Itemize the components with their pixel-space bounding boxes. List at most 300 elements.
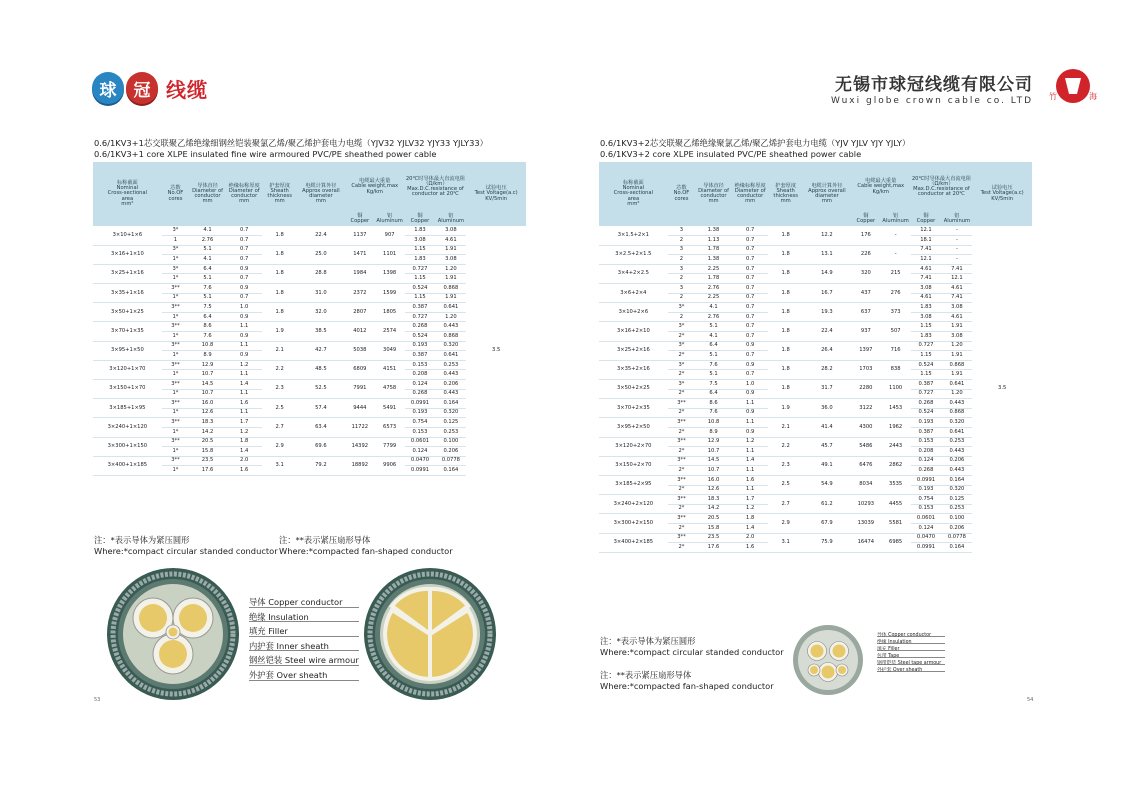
weight-copper: 6476 [851, 456, 881, 475]
resist-aluminum: 0.443 [435, 389, 466, 399]
table-row [93, 418, 526, 428]
legend-steel-tape-armour: 钢带铠装 Steel tape armour [877, 658, 945, 665]
insulation-thickness: 1.2 [732, 437, 769, 447]
conductor-diameter: 10.7 [695, 447, 732, 457]
insulation-thickness: 1.4 [226, 380, 263, 390]
sheath-thickness: 1.8 [262, 303, 296, 322]
resist-aluminum: 0.320 [435, 408, 466, 418]
left-legend [249, 593, 359, 681]
overall-diameter: 12.2 [803, 226, 851, 245]
conductor-diameter: 20.5 [695, 514, 732, 524]
resist-copper: 0.124 [911, 456, 942, 466]
conductor-diameter: 12.9 [695, 437, 732, 447]
legend-over-sheath: 外护套 Over sheath [877, 665, 945, 672]
resist-aluminum: 0.868 [941, 408, 972, 418]
conductor-diameter: 8.9 [695, 427, 732, 437]
header-test-voltage: 试验电压 Test Voltage(a.c) KV/5min [466, 162, 526, 226]
resist-copper: 0.208 [405, 370, 436, 380]
resist-copper: 0.727 [405, 264, 436, 274]
header-nominal-area: 标称截面 Nominal Cross-sectional area mm² [599, 162, 668, 226]
conductor-diameter: 15.8 [189, 447, 226, 457]
resist-aluminum: 1.91 [941, 322, 972, 332]
cores: 3** [162, 341, 189, 351]
insulation-thickness: 1.1 [226, 322, 263, 332]
conductor-diameter: 4.1 [695, 303, 732, 313]
resist-aluminum: 0.868 [435, 332, 466, 342]
sheath-thickness: 1.8 [768, 264, 802, 283]
insulation-thickness: 0.9 [732, 427, 769, 437]
resist-aluminum: 1.20 [941, 341, 972, 351]
insulation-thickness: 0.9 [732, 389, 769, 399]
insulation-thickness: 0.7 [732, 370, 769, 380]
nominal-area: 3×16+2×10 [599, 322, 668, 341]
resist-aluminum: 0.100 [435, 437, 466, 447]
weight-copper: 6809 [345, 360, 375, 379]
header-weight-aluminum: 铝 Aluminum [376, 212, 403, 224]
cores: 3** [162, 418, 189, 428]
conductor-diameter: 23.5 [189, 456, 226, 466]
resist-aluminum: 0.641 [435, 303, 466, 313]
cores: 2* [668, 370, 695, 380]
conductor-diameter: 16.0 [695, 475, 732, 485]
nominal-area: 3×95+1×50 [93, 341, 162, 360]
weight-copper: 5486 [851, 437, 881, 456]
cores: 3** [668, 418, 695, 428]
overall-diameter: 13.1 [803, 245, 851, 264]
weight-aluminum: 4455 [881, 495, 911, 514]
legend-armour: 钢丝铠装 Steel wire armour [249, 651, 359, 666]
resist-copper: 0.727 [911, 389, 942, 399]
resist-aluminum: 7.41 [941, 293, 972, 303]
conductor-diameter: 5.1 [695, 351, 732, 361]
insulation-thickness: 1.4 [732, 456, 769, 466]
insulation-thickness: 0.7 [732, 351, 769, 361]
conductor-diameter: 5.1 [695, 370, 732, 380]
cores: 1* [162, 408, 189, 418]
company-name [831, 70, 1033, 106]
cores: 2* [668, 466, 695, 476]
resist-aluminum: 0.868 [941, 360, 972, 370]
resist-copper: 1.15 [911, 351, 942, 361]
weight-copper: 3122 [851, 399, 881, 418]
resist-aluminum: 0.164 [435, 466, 466, 476]
resist-aluminum: 0.206 [941, 523, 972, 533]
insulation-thickness: 2.0 [732, 533, 769, 543]
insulation-thickness: 1.6 [226, 466, 263, 476]
insulation-thickness: 0.7 [226, 226, 263, 236]
cores: 3* [668, 380, 695, 390]
cores: 3* [668, 303, 695, 313]
conductor-diameter: 1.78 [695, 274, 732, 284]
weight-aluminum: 5491 [375, 399, 405, 418]
table-row [93, 322, 526, 332]
weight-aluminum: 6573 [375, 418, 405, 437]
resist-copper: 1.83 [405, 255, 436, 265]
weight-copper: 1137 [345, 226, 375, 245]
table-row [599, 475, 1032, 485]
weight-copper: 1397 [851, 341, 881, 360]
weight-aluminum: 1398 [375, 264, 405, 283]
sheath-thickness: 1.8 [768, 226, 802, 245]
nominal-area: 3×10+2×6 [599, 303, 668, 322]
resist-copper: 4.61 [911, 293, 942, 303]
cable-cross-section-3-2 [792, 624, 864, 696]
insulation-thickness: 0.9 [226, 351, 263, 361]
overall-diameter: 48.5 [297, 360, 345, 379]
header-conductor-diameter: 导体直径 Diameter of conductor mm [189, 162, 226, 226]
conductor-diameter: 1.13 [695, 236, 732, 246]
weight-copper: 9444 [345, 399, 375, 418]
resist-copper: 0.0991 [911, 543, 942, 553]
overall-diameter: 69.6 [297, 437, 345, 456]
resist-aluminum: 1.91 [435, 274, 466, 284]
nominal-area: 3×95+2×50 [599, 418, 668, 437]
conductor-diameter: 14.2 [189, 427, 226, 437]
weight-aluminum: 2862 [881, 456, 911, 475]
right-note1-zh: 注：*表示导体为紧压圆形 [600, 636, 696, 646]
conductor-diameter: 5.1 [189, 274, 226, 284]
nominal-area: 3×1.5+2×1 [599, 226, 668, 245]
left-title-zh: 0.6/1KV3+1芯交联聚乙烯绝缘细钢丝铠装聚氯乙烯/聚乙烯护套电力电缆（YJV32 YJLV32 YJY33 YJLY33） [94, 138, 488, 148]
sheath-thickness: 2.3 [768, 456, 802, 475]
insulation-thickness: 1.1 [226, 389, 263, 399]
resist-aluminum: 0.164 [435, 399, 466, 409]
left-page-number: 53 [94, 697, 101, 703]
resist-copper: 0.0991 [405, 399, 436, 409]
conductor-diameter: 23.5 [695, 533, 732, 543]
conductor-diameter: 12.6 [695, 485, 732, 495]
weight-copper: 10293 [851, 495, 881, 514]
cores: 3 [668, 245, 695, 255]
insulation-thickness: 0.9 [732, 360, 769, 370]
resist-copper: 0.0470 [405, 456, 436, 466]
resist-aluminum: 0.253 [941, 437, 972, 447]
overall-diameter: 22.4 [803, 322, 851, 341]
nominal-area: 3×400+1×185 [93, 456, 162, 475]
table-row [599, 380, 1032, 390]
insulation-thickness: 0.7 [226, 236, 263, 246]
conductor-diameter: 10.8 [695, 418, 732, 428]
cores: 1* [162, 332, 189, 342]
weight-copper: 18892 [345, 456, 375, 475]
resist-copper: 7.41 [911, 274, 942, 284]
sheath-thickness: 2.5 [768, 475, 802, 494]
resist-aluminum: 3.08 [941, 303, 972, 313]
nominal-area: 3×120+2×70 [599, 437, 668, 456]
header-sheath-thickness: 护套厚度 Sheath thickness mm [262, 162, 296, 226]
header-overall-diameter: 电缆计算外径 Approx overall diameter mm [297, 162, 345, 226]
sheath-thickness: 1.8 [768, 245, 802, 264]
insulation-thickness: 0.7 [732, 255, 769, 265]
insulation-thickness: 1.1 [732, 485, 769, 495]
weight-aluminum: 9906 [375, 456, 405, 475]
insulation-thickness: 0.7 [226, 274, 263, 284]
resist-copper: 1.15 [911, 322, 942, 332]
conductor-diameter: 6.4 [695, 341, 732, 351]
resist-copper: 1.15 [405, 245, 436, 255]
conductor-diameter: 10.7 [695, 466, 732, 476]
nominal-area: 3×150+2×70 [599, 456, 668, 475]
header-insulation-thickness: 绝缘标称厚度 Diameter of conductor mm [732, 162, 769, 226]
table-row [93, 456, 526, 466]
resist-copper: 0.193 [911, 485, 942, 495]
weight-aluminum: 5581 [881, 514, 911, 533]
nominal-area: 3×2.5+2×1.5 [599, 245, 668, 264]
brand-logo [92, 72, 208, 104]
overall-diameter: 57.4 [297, 399, 345, 418]
conductor-diameter: 8.6 [695, 399, 732, 409]
resist-copper: 0.727 [911, 341, 942, 351]
resist-aluminum: 1.20 [435, 312, 466, 322]
legend-conductor: 导体 Copper conductor [249, 593, 359, 608]
resist-aluminum: 0.443 [435, 322, 466, 332]
sheath-thickness: 3.1 [262, 456, 296, 475]
insulation-thickness: 0.7 [732, 303, 769, 313]
resist-aluminum: 0.443 [435, 370, 466, 380]
conductor-diameter: 12.9 [189, 360, 226, 370]
header-weight-aluminum: 铝 Aluminum [882, 212, 909, 224]
weight-aluminum: 2574 [375, 322, 405, 341]
cores: 3** [162, 303, 189, 313]
sheath-thickness: 2.9 [768, 514, 802, 533]
resist-aluminum: 3.08 [941, 332, 972, 342]
conductor-diameter: 2.25 [695, 293, 732, 303]
header-cores: 芯数 No.OF cores [668, 162, 695, 226]
conductor-diameter: 7.6 [695, 408, 732, 418]
resist-aluminum: 0.0778 [435, 456, 466, 466]
conductor-diameter: 7.5 [695, 380, 732, 390]
nominal-area: 3×185+2×95 [599, 475, 668, 494]
conductor-diameter: 7.6 [695, 360, 732, 370]
cores: 3** [668, 495, 695, 505]
insulation-thickness: 0.7 [732, 293, 769, 303]
cores: 1* [162, 370, 189, 380]
insulation-thickness: 0.7 [732, 245, 769, 255]
table-row [599, 322, 1032, 332]
nominal-area: 3×70+2×35 [599, 399, 668, 418]
nominal-area: 3×25+2×16 [599, 341, 668, 360]
weight-copper: 1703 [851, 360, 881, 379]
overall-diameter: 31.0 [297, 284, 345, 303]
cores: 2* [668, 351, 695, 361]
cores: 1* [162, 389, 189, 399]
resist-copper: 0.268 [911, 466, 942, 476]
resist-copper: 1.83 [405, 226, 436, 236]
weight-copper: 5038 [345, 341, 375, 360]
resist-copper: 3.08 [911, 312, 942, 322]
resist-copper: 18.1 [911, 236, 942, 246]
conductor-diameter: 2.25 [695, 264, 732, 274]
insulation-thickness: 0.9 [226, 312, 263, 322]
insulation-thickness: 0.7 [732, 312, 769, 322]
cores: 2* [668, 485, 695, 495]
legend-inner-sheath: 内护套 Inner sheath [249, 637, 359, 652]
cores: 2 [668, 293, 695, 303]
cores: 3* [162, 226, 189, 236]
table-row [93, 303, 526, 313]
weight-copper: 4300 [851, 418, 881, 437]
nominal-area: 3×10+1×6 [93, 226, 162, 245]
conductor-diameter: 15.8 [695, 523, 732, 533]
table-row [599, 341, 1032, 351]
resist-copper: 0.193 [405, 408, 436, 418]
brand-char-2: 冠 [126, 72, 158, 104]
resist-aluminum: 1.91 [941, 351, 972, 361]
left-page [0, 0, 561, 794]
insulation-thickness: 1.8 [226, 437, 263, 447]
right-page-number: 54 [1027, 697, 1034, 703]
cores: 3* [668, 360, 695, 370]
conductor-diameter: 4.1 [189, 255, 226, 265]
cores: 2* [668, 389, 695, 399]
cores: 3** [668, 475, 695, 485]
header-test-voltage: 试验电压 Test Voltage(a.c) KV/5min [972, 162, 1032, 226]
conductor-diameter: 1.78 [695, 245, 732, 255]
conductor-diameter: 6.4 [695, 389, 732, 399]
overall-diameter: 22.4 [297, 226, 345, 245]
overall-diameter: 16.7 [803, 284, 851, 303]
conductor-diameter: 1.38 [695, 226, 732, 236]
weight-copper: 14392 [345, 437, 375, 456]
table-row [93, 245, 526, 255]
weight-aluminum: 7799 [375, 437, 405, 456]
insulation-thickness: 0.7 [226, 255, 263, 265]
sheath-thickness: 2.3 [262, 380, 296, 399]
legend-conductor: 导体 Copper conductor [877, 630, 945, 637]
right-page [562, 0, 1123, 794]
cores: 1* [162, 255, 189, 265]
legend-filler: 填充 Filler [249, 622, 359, 637]
sheath-thickness: 1.8 [768, 303, 802, 322]
weight-aluminum: 4151 [375, 360, 405, 379]
overall-diameter: 14.9 [803, 264, 851, 283]
cores: 1* [162, 274, 189, 284]
weight-aluminum: 373 [881, 303, 911, 322]
cores: 3 [668, 284, 695, 294]
sheath-thickness: 2.2 [262, 360, 296, 379]
weight-copper: 937 [851, 322, 881, 341]
resist-copper: 12.1 [911, 255, 942, 265]
insulation-thickness: 0.7 [732, 284, 769, 294]
resist-aluminum: - [941, 245, 972, 255]
cores: 1* [162, 447, 189, 457]
overall-diameter: 75.9 [803, 533, 851, 552]
cores: 3** [162, 399, 189, 409]
table-row [599, 437, 1032, 447]
resist-aluminum: 0.641 [941, 427, 972, 437]
overall-diameter: 41.4 [803, 418, 851, 437]
resist-copper: 0.0470 [911, 533, 942, 543]
cores: 3** [668, 456, 695, 466]
weight-aluminum: 907 [375, 226, 405, 245]
cores: 3** [668, 437, 695, 447]
conductor-diameter: 10.8 [189, 341, 226, 351]
resist-aluminum: - [941, 226, 972, 236]
weight-copper: 437 [851, 284, 881, 303]
resist-aluminum: 3.08 [435, 226, 466, 236]
table-row [93, 380, 526, 390]
table-row [599, 264, 1032, 274]
weight-copper: 1984 [345, 264, 375, 283]
header-weight-copper: 铜 Copper [851, 212, 881, 226]
company-name-zh: 无锡市球冠线缆有限公司 [835, 75, 1033, 95]
resist-copper: 0.524 [911, 360, 942, 370]
overall-diameter: 38.5 [297, 322, 345, 341]
insulation-thickness: 0.7 [732, 226, 769, 236]
insulation-thickness: 0.9 [732, 341, 769, 351]
sheath-thickness: 1.8 [262, 264, 296, 283]
sheath-thickness: 1.8 [262, 284, 296, 303]
cores: 3* [668, 341, 695, 351]
insulation-thickness: 1.1 [732, 466, 769, 476]
resist-aluminum: 0.125 [435, 418, 466, 428]
resist-aluminum: 0.868 [435, 284, 466, 294]
overall-diameter: 28.8 [297, 264, 345, 283]
cores: 3* [162, 245, 189, 255]
resist-aluminum: 0.253 [435, 360, 466, 370]
resist-copper: 0.193 [405, 341, 436, 351]
resist-copper: 0.727 [405, 312, 436, 322]
table-row [599, 514, 1032, 524]
overall-diameter: 63.4 [297, 418, 345, 437]
resist-aluminum: 0.253 [435, 427, 466, 437]
weight-aluminum: - [881, 245, 911, 264]
table-row [599, 418, 1032, 428]
resist-copper: 0.0601 [911, 514, 942, 524]
resist-aluminum: 0.164 [941, 543, 972, 553]
insulation-thickness: 1.7 [732, 495, 769, 505]
weight-aluminum: 1453 [881, 399, 911, 418]
cores: 2* [668, 523, 695, 533]
header-overall-diameter: 电缆计算外径 Approx overall diameter mm [803, 162, 851, 226]
weight-copper: 11722 [345, 418, 375, 437]
conductor-diameter: 16.0 [189, 399, 226, 409]
table-row [599, 360, 1032, 370]
weight-aluminum: 215 [881, 264, 911, 283]
resist-aluminum: 12.1 [941, 274, 972, 284]
sheath-thickness: 2.7 [768, 495, 802, 514]
right-title-zh: 0.6/1KV3+2芯交联聚乙烯绝缘聚氯乙烯/聚乙烯护套电力电缆（YJV YJLV YJY YJLY） [600, 138, 911, 148]
weight-copper: 4012 [345, 322, 375, 341]
sheath-thickness: 2.1 [768, 418, 802, 437]
resist-aluminum: 0.443 [941, 399, 972, 409]
weight-copper: 2280 [851, 380, 881, 399]
header-resist-aluminum: 铝 Aluminum [941, 212, 972, 226]
header-resist-copper: 铜 Copper [405, 212, 436, 226]
cores: 2 [668, 255, 695, 265]
resist-aluminum: 0.206 [435, 447, 466, 457]
resist-copper: 3.08 [911, 284, 942, 294]
overall-diameter: 31.7 [803, 380, 851, 399]
insulation-thickness: 1.1 [732, 399, 769, 409]
sheath-thickness: 1.8 [262, 245, 296, 264]
header-weight-copper: 铜 Copper [345, 212, 375, 226]
resist-copper: 0.124 [405, 447, 436, 457]
cores: 3** [162, 456, 189, 466]
weight-aluminum: 838 [881, 360, 911, 379]
table-row [93, 264, 526, 274]
resist-aluminum: 4.61 [941, 312, 972, 322]
resist-aluminum: 0.320 [435, 341, 466, 351]
resist-aluminum: 0.320 [941, 418, 972, 428]
nominal-area: 3×300+1×150 [93, 437, 162, 456]
cores: 3** [162, 380, 189, 390]
table-row [599, 456, 1032, 466]
cores: 3** [162, 284, 189, 294]
resist-copper: 0.524 [911, 408, 942, 418]
conductor-diameter: 17.6 [695, 543, 732, 553]
insulation-thickness: 1.4 [226, 447, 263, 457]
